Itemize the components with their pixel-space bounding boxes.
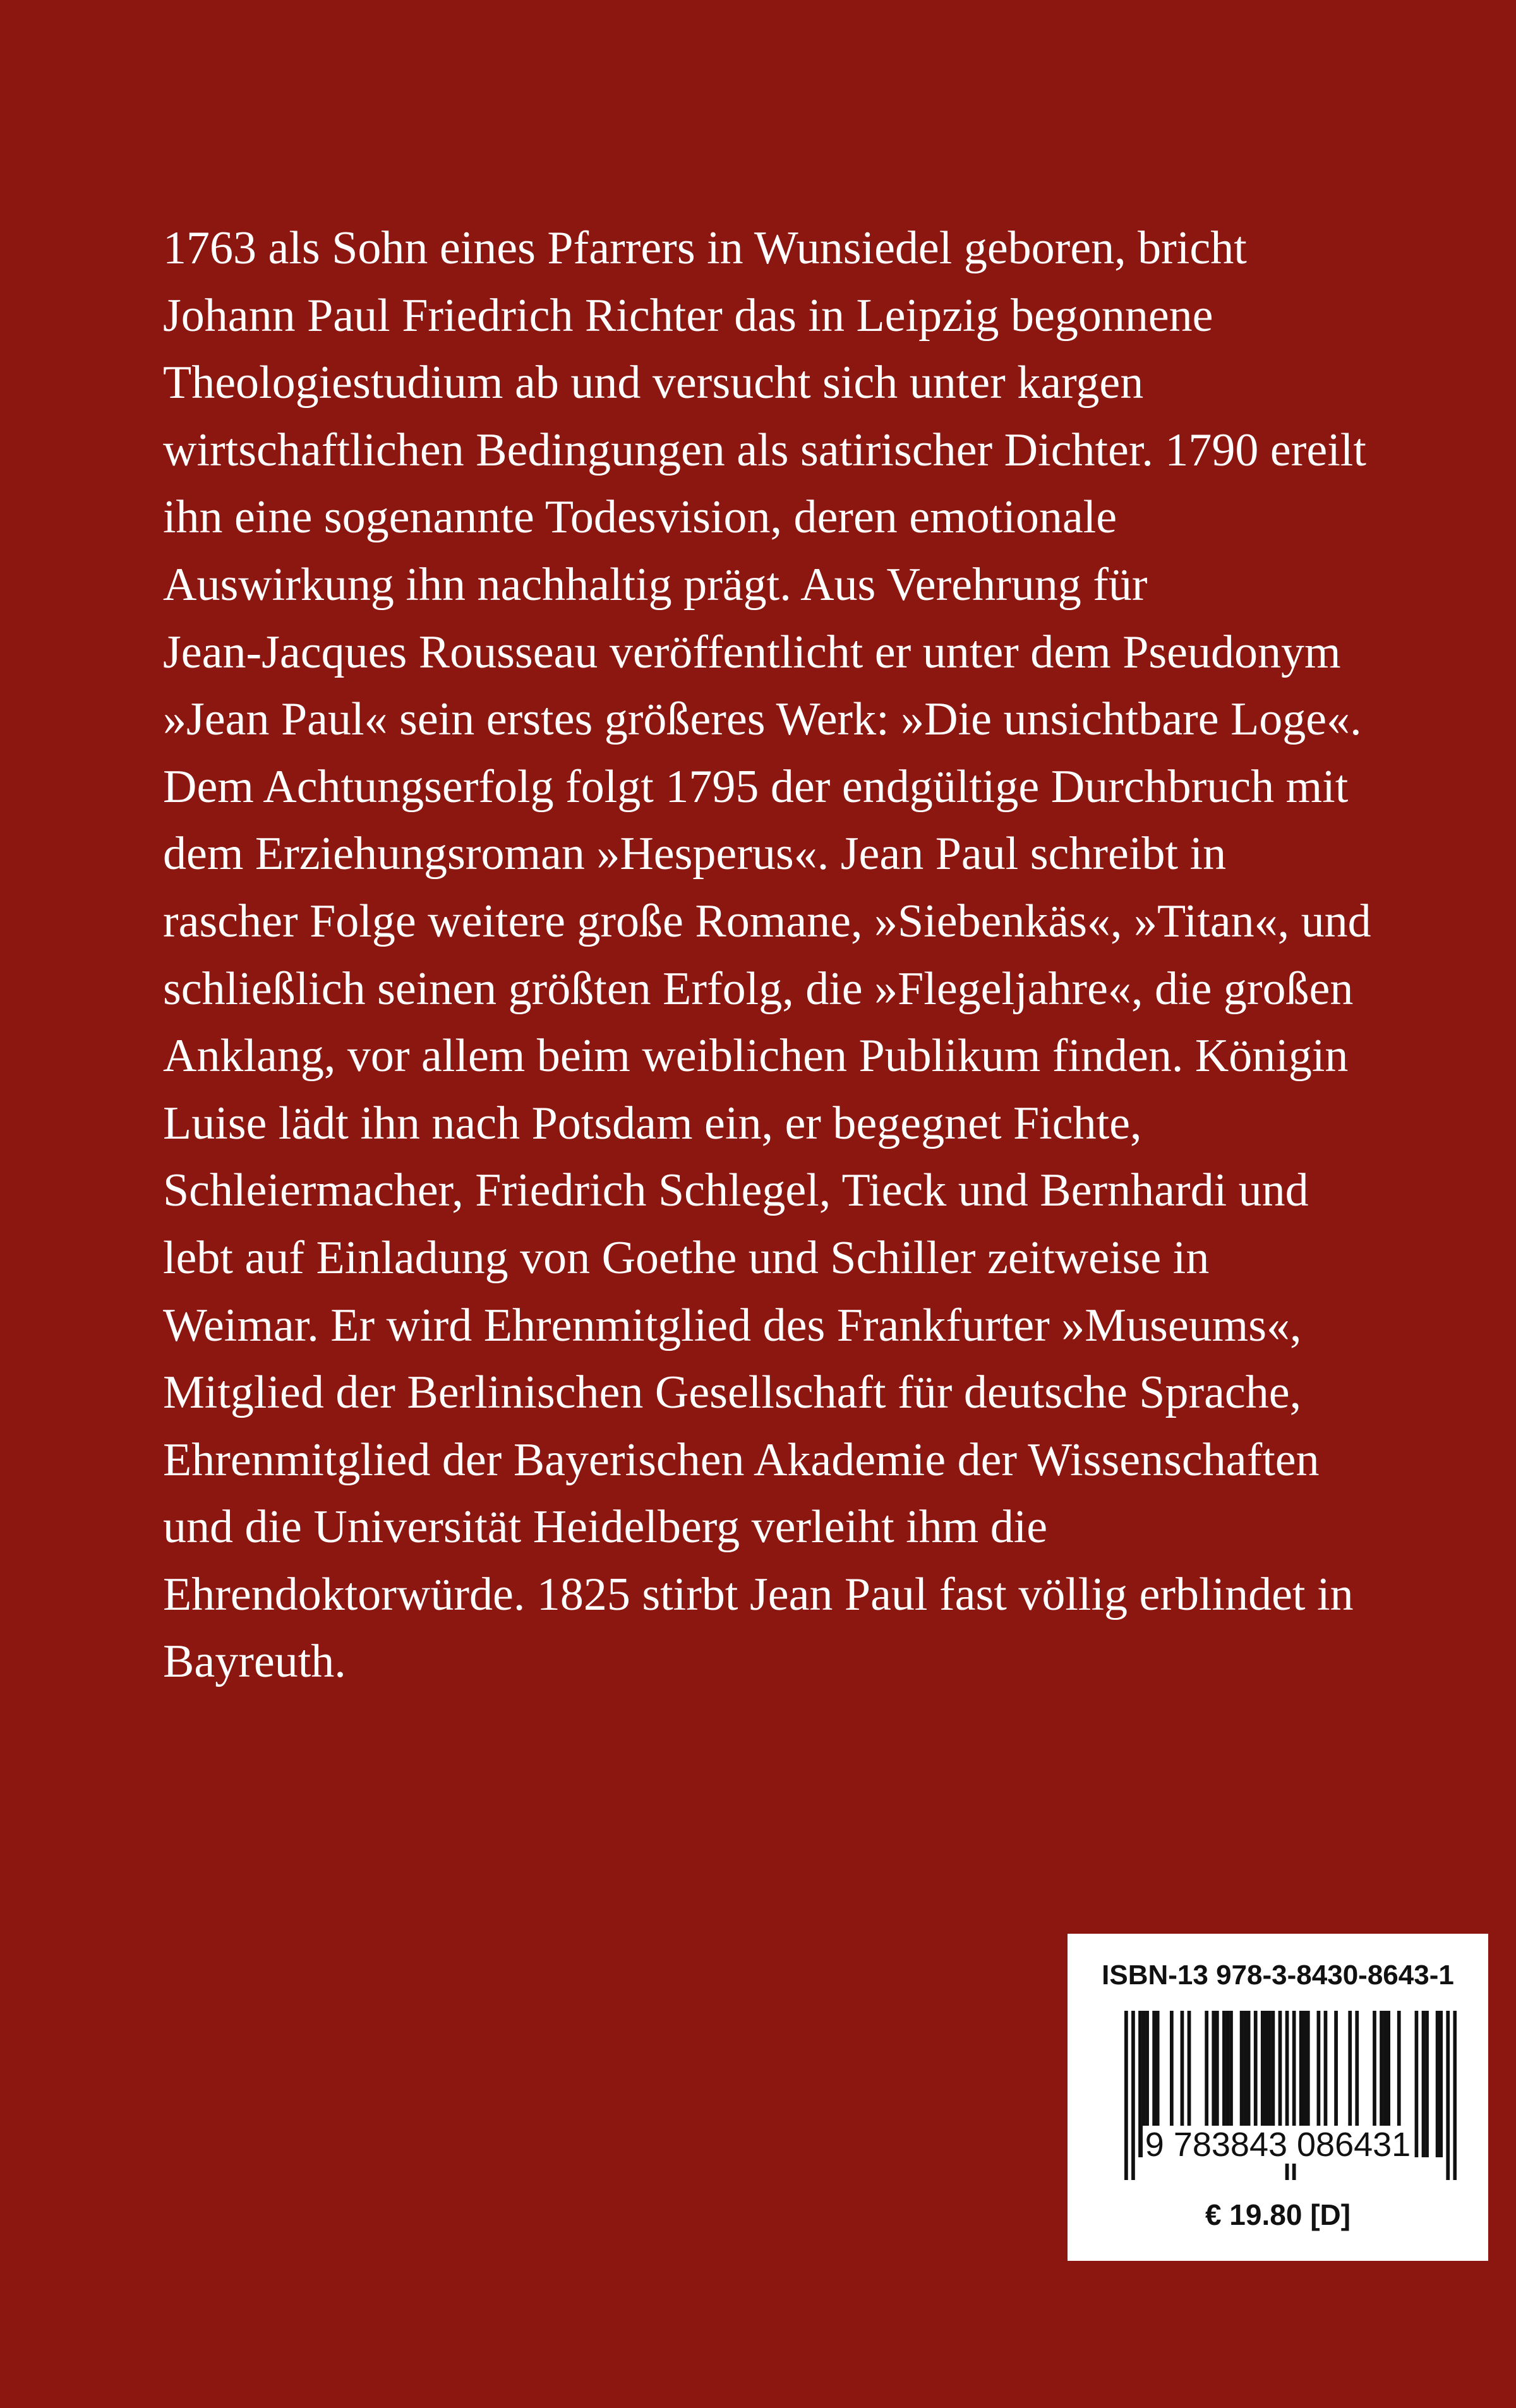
biography-line: Johann Paul Friedrich Richter das in Leipzig begonnene [163, 289, 1213, 342]
isbn-label: ISBN-13 978-3-8430-8643-1 [1102, 1960, 1454, 1991]
biography-line: »Jean Paul« sein erstes größeres Werk: »Die unsichtbare Loge«. [163, 693, 1362, 746]
barcode-digits-text: 9 783843 086431 [1143, 2126, 1413, 2164]
biography-line: 1763 als Sohn eines Pfarrers in Wunsiedel geboren, bricht [163, 222, 1247, 274]
price-label: € 19.80 [D] [1205, 2198, 1351, 2231]
biography-line: Theologiestudium ab und versucht sich unter kargen [163, 357, 1144, 409]
biography-line: Weimar. Er wird Ehrenmitglied des Frankfurter »Museums«, [163, 1299, 1302, 1351]
biography-line: schließlich seinen größten Erfolg, die »Flegeljahre«, die großen [163, 962, 1354, 1015]
isbn-barcode-box [1068, 1934, 1488, 2261]
biography-line: Jean-Jacques Rousseau veröffentlicht er unter dem Pseudonym [163, 626, 1341, 678]
barcode-digits [1068, 2126, 1488, 2164]
biography-line: und die Universität Heidelberg verleiht ihm die [163, 1501, 1048, 1554]
biography-line: Mitglied der Berlinischen Gesellschaft für deutsche Sprache, [163, 1367, 1302, 1419]
biography-line: dem Erziehungsroman »Hesperus«. Jean Paul schreibt in [163, 828, 1227, 880]
biography-line: wirtschaftlichen Bedingungen als satirischer Dichter. 1790 ereilt [163, 424, 1366, 476]
biography-line: Dem Achtungserfolg folgt 1795 der endgültige Durchbruch mit [163, 760, 1349, 813]
biography-line: Ehrendoktorwürde. 1825 stirbt Jean Paul fast völlig erblindet in [163, 1568, 1354, 1620]
biography-line: Luise lädt ihn nach Potsdam ein, er begegnet Fichte, [163, 1097, 1142, 1149]
biography-line: Ehrenmitglied der Bayerischen Akademie der Wissenschaften [163, 1434, 1320, 1486]
biography-line: Anklang, vor allem beim weiblichen Publikum finden. Königin [163, 1030, 1349, 1082]
author-biography [163, 215, 1401, 1696]
biography-line: Bayreuth. [163, 1636, 346, 1688]
biography-line: Schleiermacher, Friedrich Schlegel, Tieck und Bernhardi und [163, 1165, 1309, 1217]
biography-line: Auswirkung ihn nachhaltig prägt. Aus Verehrung für [163, 558, 1148, 611]
biography-line: rascher Folge weitere große Romane, »Siebenkäs«, »Titan«, und [163, 895, 1371, 947]
biography-line: ihn eine sogenannte Todesvision, deren emotionale [163, 491, 1117, 544]
biography-line: lebt auf Einladung von Goethe und Schiller zeitweise in [163, 1231, 1210, 1284]
